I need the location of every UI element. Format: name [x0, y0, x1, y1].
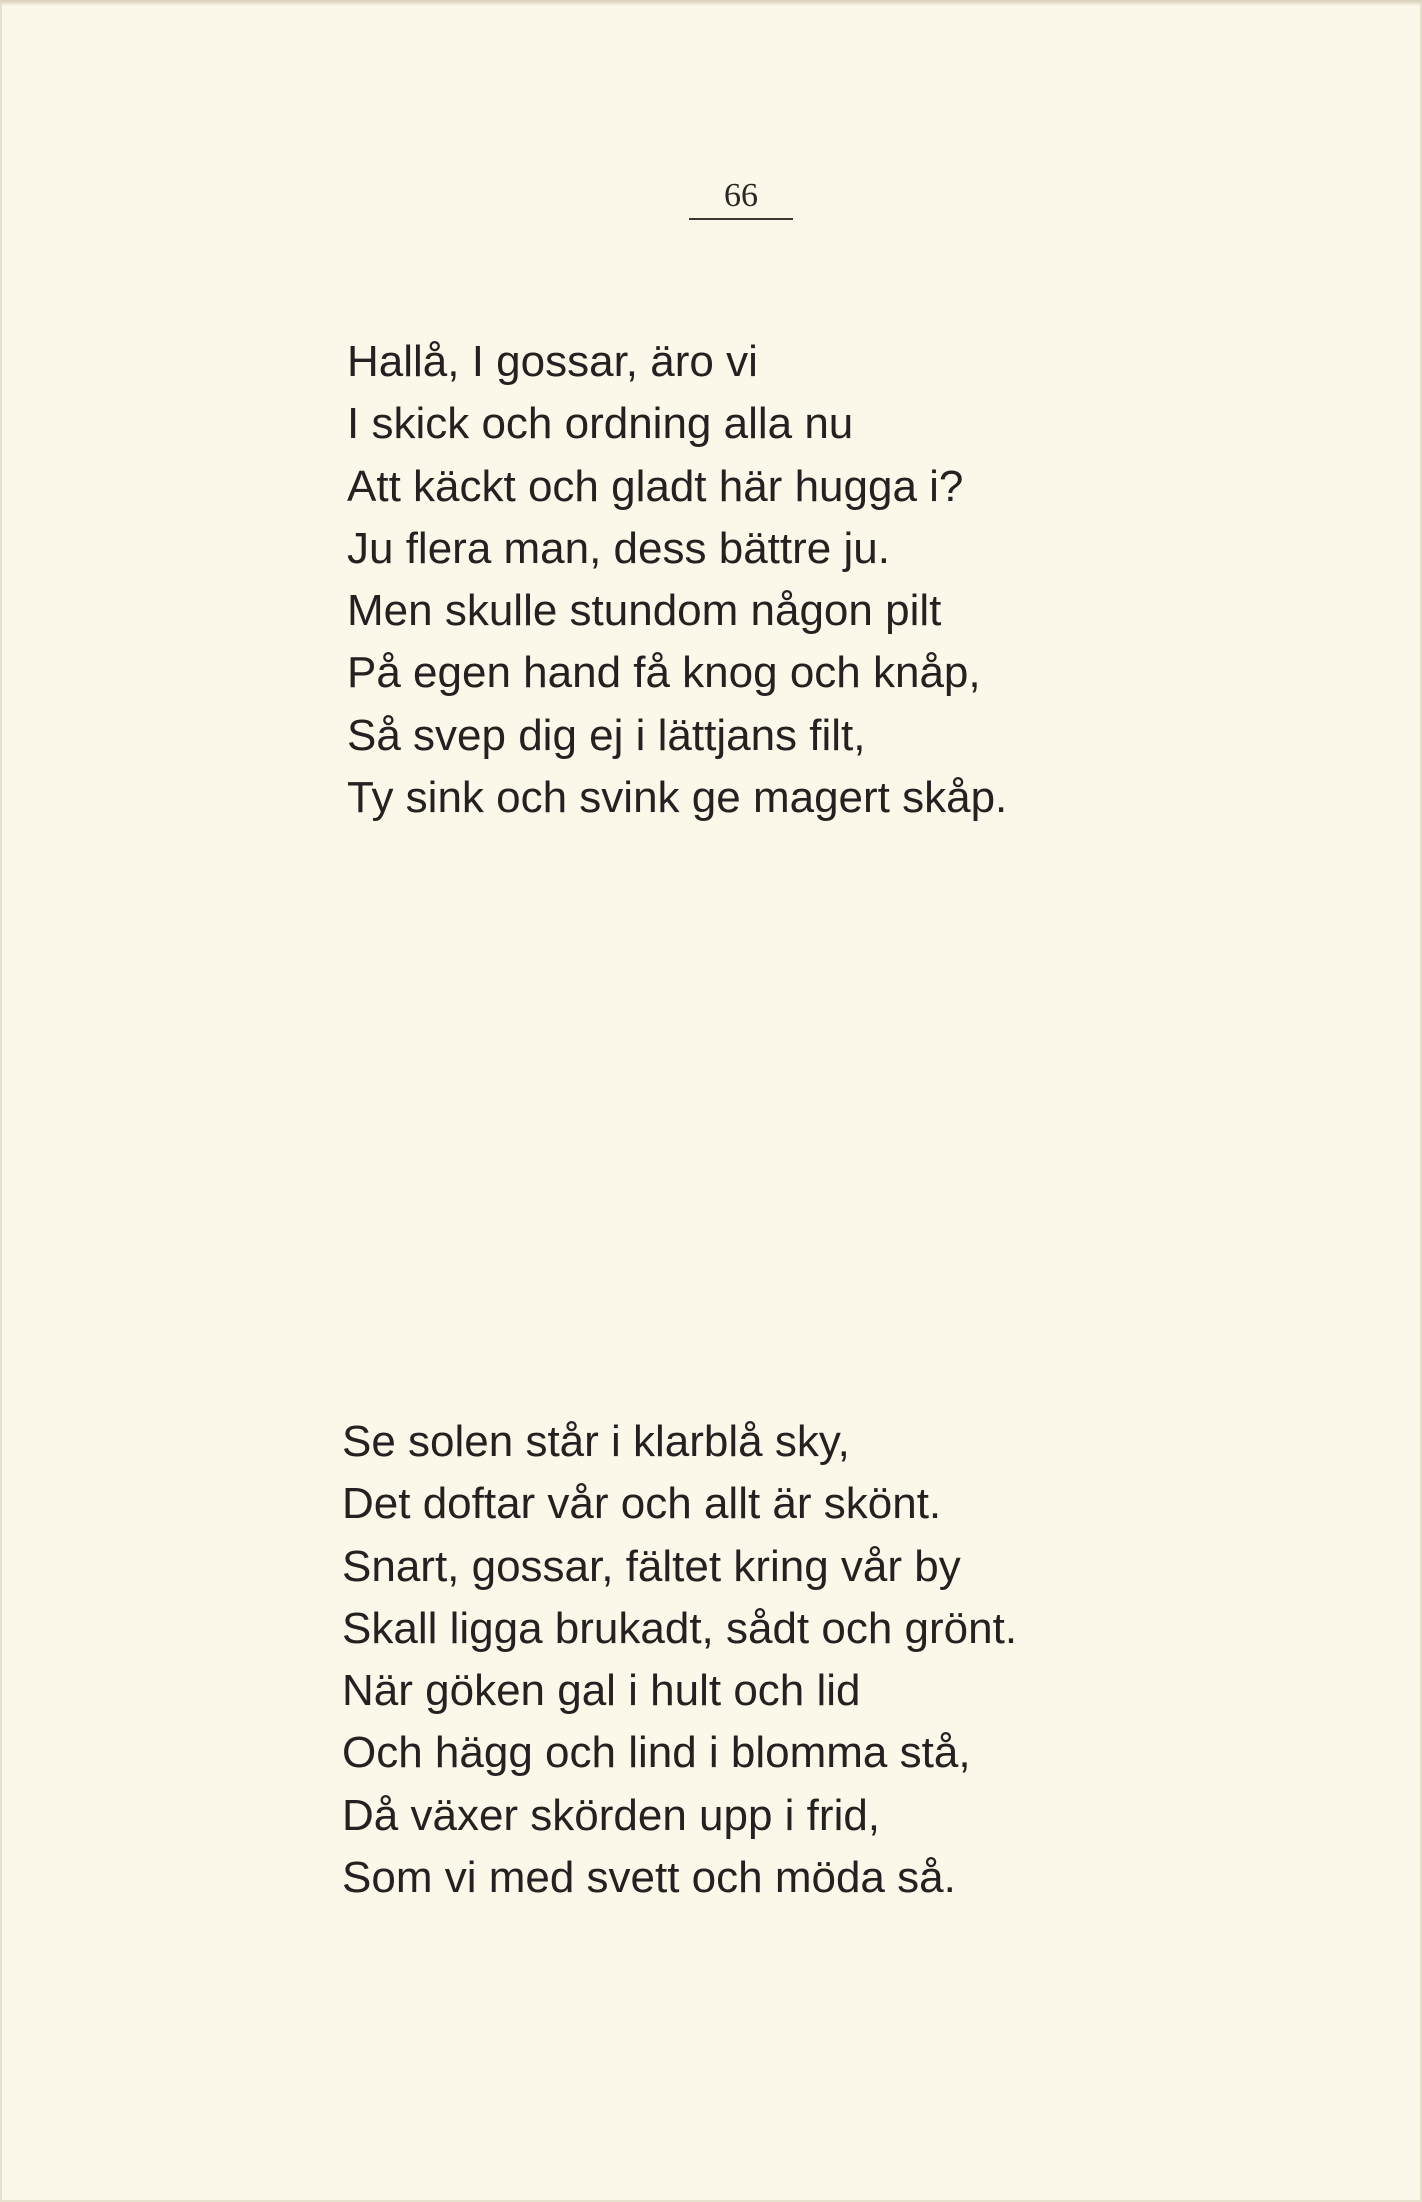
verse-line: På egen hand få knog och knåp, [347, 648, 981, 698]
verse-line: Så svep dig ej i lättjans filt, [347, 710, 866, 760]
verse-line: Ty sink och svink ge magert skåp. [347, 773, 1008, 823]
verse-line: Skall ligga brukadt, sådt och grönt. [342, 1603, 1018, 1653]
verse-line: Det doftar vår och allt är skönt. [342, 1479, 942, 1529]
verse-line: I skick och ordning alla nu [347, 399, 854, 449]
page-number: 66 [724, 177, 758, 214]
verse-line: Se solen står i klarblå sky, [342, 1417, 850, 1466]
verse-line: Hallå, I gossar, äro vi [347, 337, 758, 386]
stanza-2 [342, 1411, 1017, 1909]
page-top-edge [0, 0, 1422, 6]
stanza-1 [347, 331, 1007, 829]
verse-line: Som vi med svett och möda så. [342, 1853, 956, 1903]
verse-line: Och hägg och lind i blomma stå, [342, 1728, 971, 1778]
verse-line: Ju flera man, dess bättre ju. [347, 523, 890, 573]
verse-line: Snart, gossar, fältet kring vår by [342, 1541, 961, 1591]
verse-line: Att käckt och gladt här hugga i? [347, 461, 964, 511]
verse-line: När göken gal i hult och lid [342, 1666, 861, 1716]
verse-line: Men skulle stundom någon pilt [347, 586, 942, 636]
page-number-rule [689, 218, 793, 220]
verse-line: Då växer skörden upp i frid, [342, 1790, 881, 1840]
